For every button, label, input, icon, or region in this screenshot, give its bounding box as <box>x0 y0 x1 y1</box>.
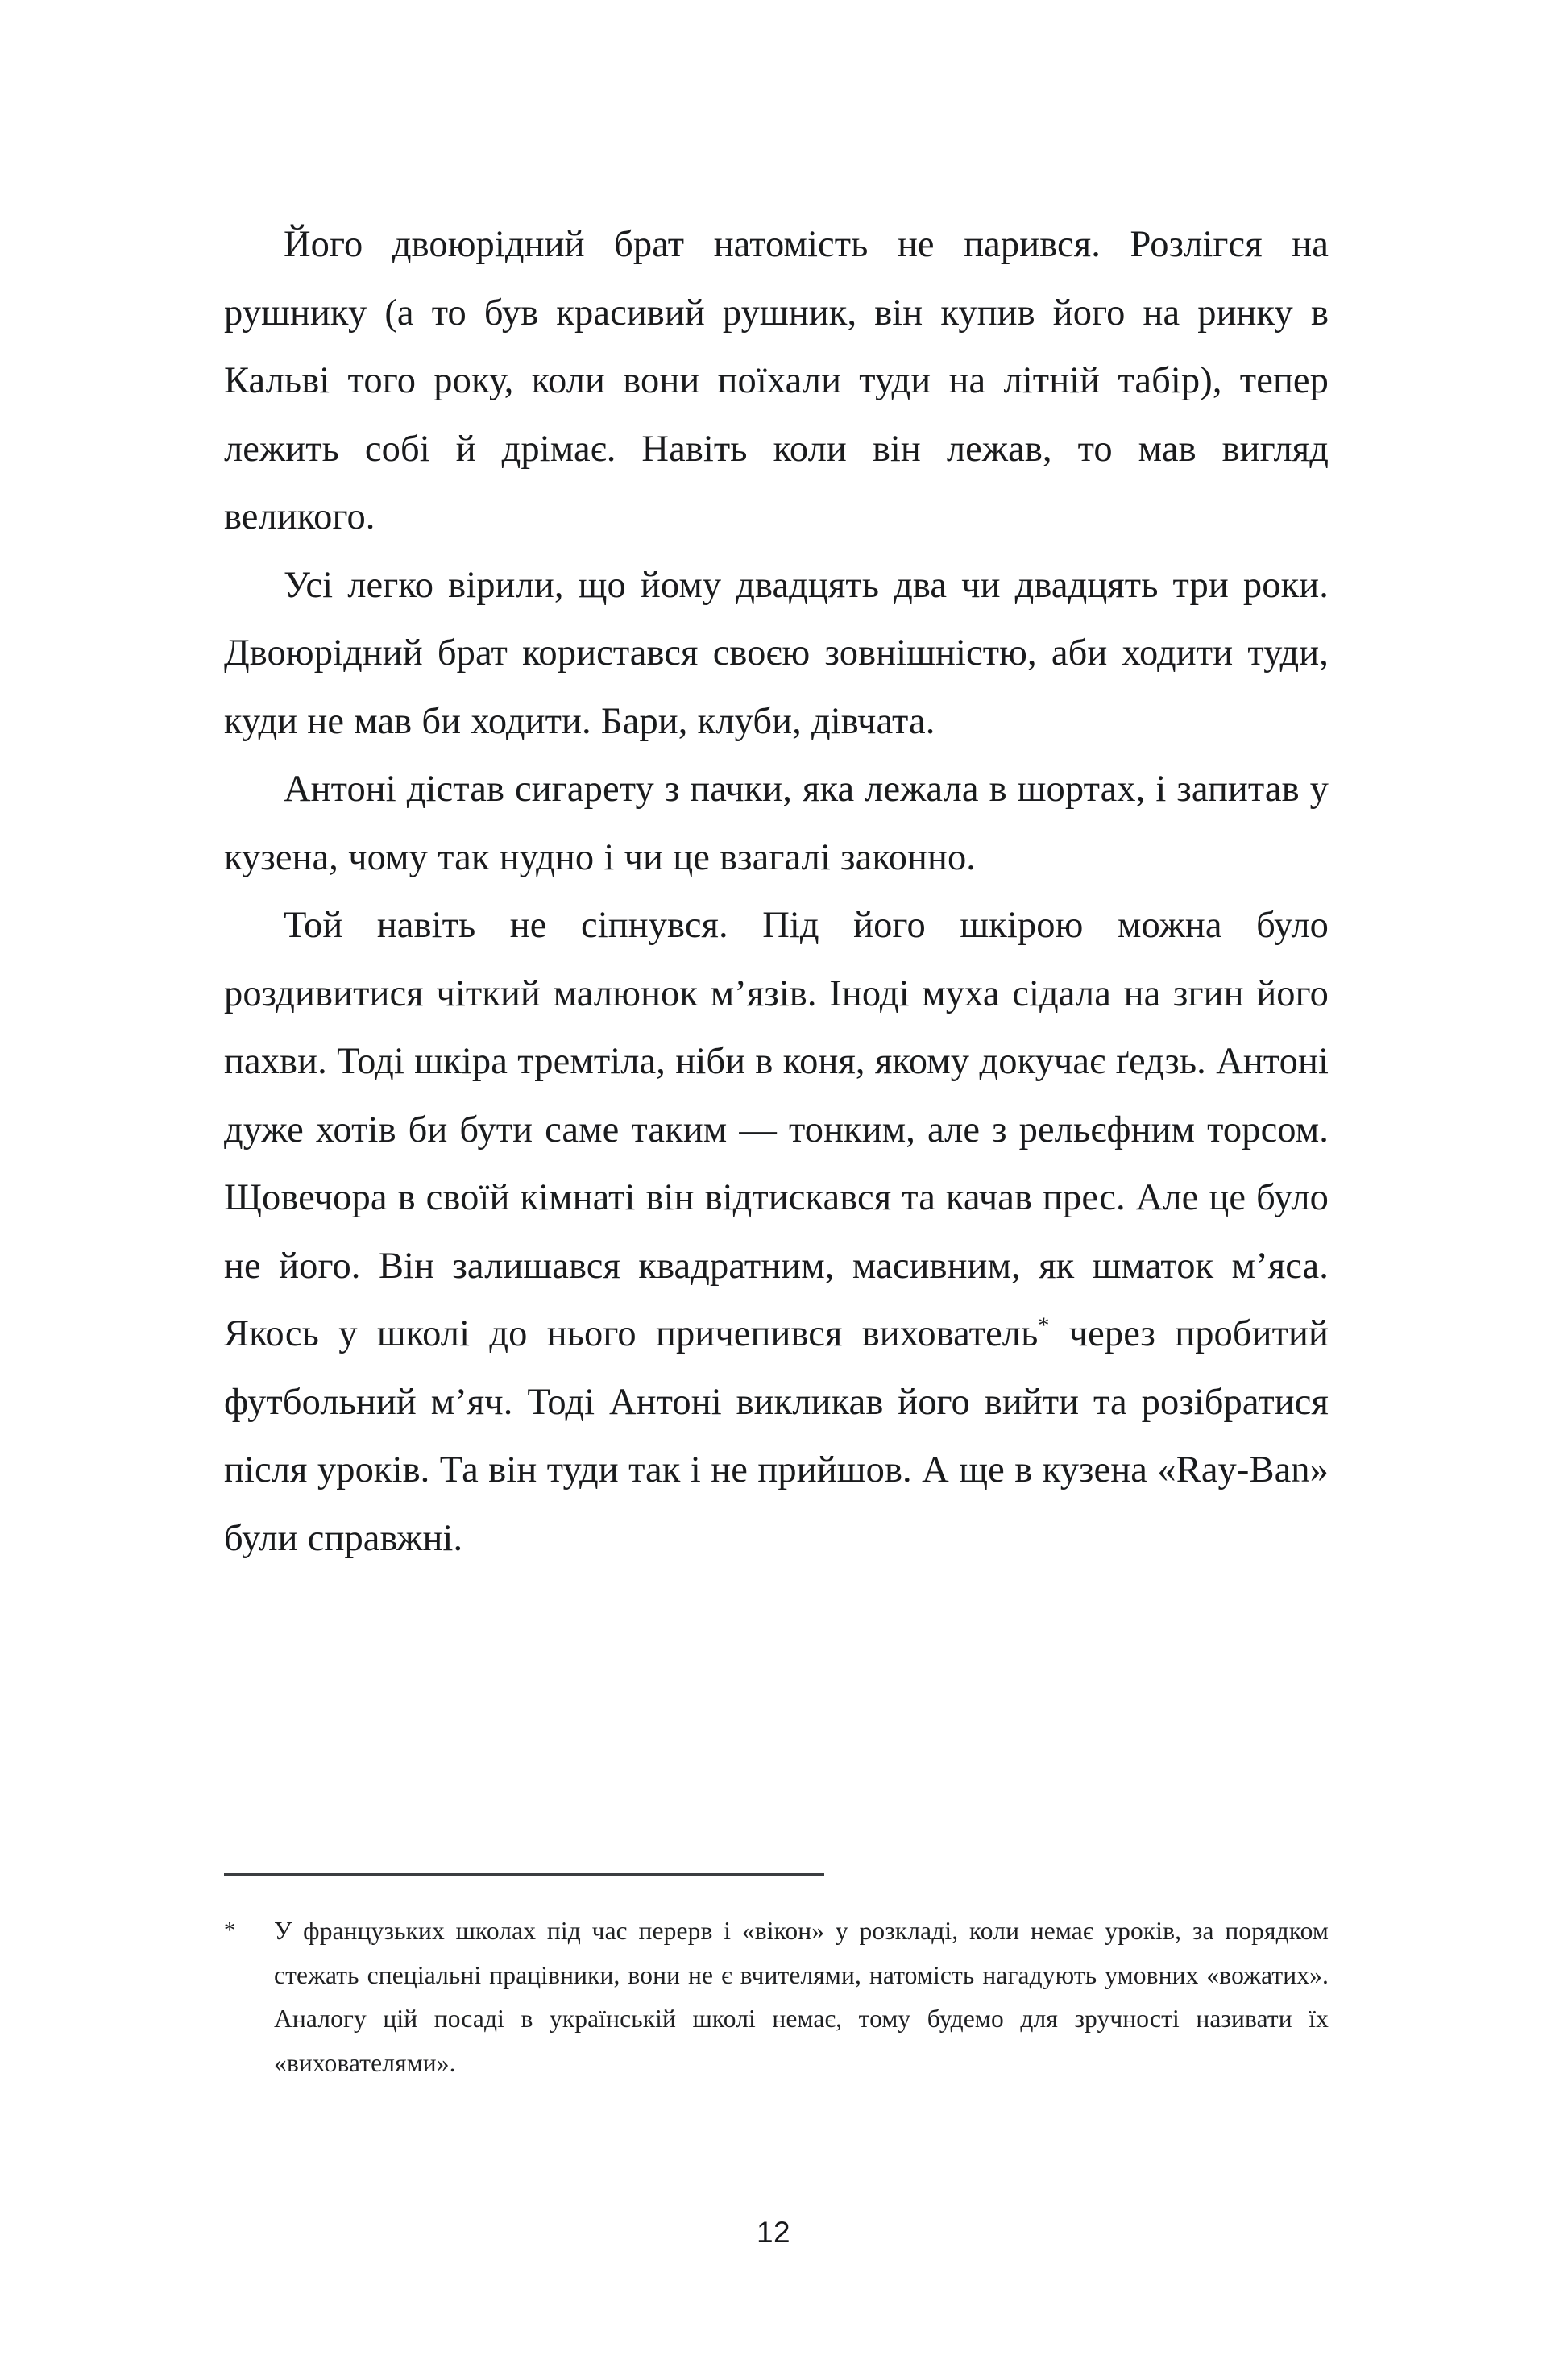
body-paragraph-4-text-before-footnote-marker: Той навіть не сіпнувся. Під його шкірою можна було роздивитися чіткий малюнок м’язів. Іноді муха сідала на згин його пахви. Тоді шкіра тремтіла, ніби в коня, якому докучає ґедзь. Антоні дуже хотів би бути саме таким — тонким, але з рельєфним торсом. Щовечора в своїй кімнаті він відтискався та качав прес. Але це було не його. Він залишався квадратним, масивним, як шматок м’яса. Якось у школі до нього причепився вихователь <box>224 905 1329 1354</box>
body-paragraph-3: Антоні дістав сигарету з пачки, яка лежала в шортах, і запитав у кузена, чому так нудно і чи це взагалі законно. <box>224 769 1329 878</box>
footnote-text: У французьких школах під час перерв і «вікон» у розкладі, коли немає уроків, за порядком стежать спеціальні працівники, вони не є вчителями, натомість нагадують умовних «вожатих». Аналогу цій посаді в українській школі немає, тому будемо для зручності називати їх «вихователями». <box>274 1917 1329 2077</box>
footnote-block <box>224 1873 1329 2085</box>
footnote-separator-rule <box>224 1873 824 1876</box>
footnote-reference-marker[interactable]: * <box>1038 1312 1050 1338</box>
body-paragraph-1: Його двоюрідний брат натомість не парився. Розлігся на рушнику (а то був красивий рушник, він купив його на ринку в Кальві того року, коли вони поїхали туди на літній табір), тепер лежить собі й дрімає. Навіть коли він лежав, то мав вигляд великого. <box>224 224 1329 537</box>
body-paragraph-2: Усі легко вірили, що йому двадцять два чи двадцять три роки. Двоюрідний брат користався своєю зовнішністю, аби ходити туди, куди не мав би ходити. Бари, клуби, дівчата. <box>224 564 1329 742</box>
footnote-marker: * <box>224 1918 235 1943</box>
page-number: 12 <box>757 2216 790 2249</box>
footnote-entry <box>224 1909 1329 2085</box>
body-paragraph-4 <box>224 892 1329 1573</box>
body-paragraph-4-text-after-footnote-marker: через пробитий футбольний м’яч. Тоді Антоні викликав його вийти та розібратися після уроків. Та він туди так і не прийшов. А ще в кузена «Ray-Ban» були справжні. <box>224 1313 1329 1559</box>
body-text-column <box>224 211 1329 1573</box>
